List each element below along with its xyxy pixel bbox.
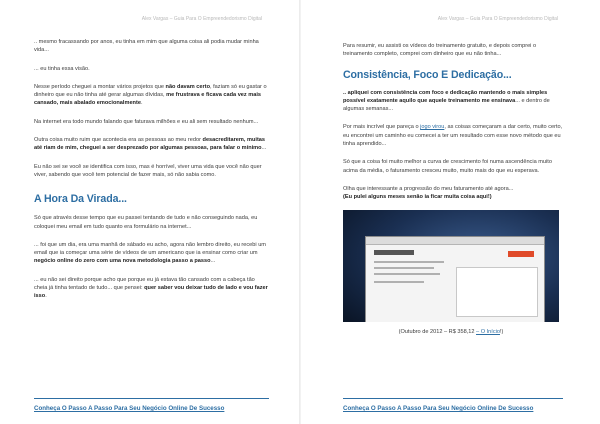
text: ... [261,145,267,152]
text: Olha que interessante a progressão do meu faturamento até agora... [343,185,514,192]
footer-link[interactable]: Conheça O Passo A Passo Para Seu Negócio Online De Sucesso [343,405,534,412]
paragraph: ... eu tinha essa visão. [34,65,90,72]
text: . [140,100,143,107]
paragraph [34,83,269,108]
window-text-line [374,273,440,275]
paragraph [343,123,563,148]
right-page [300,0,600,424]
text: ... e dentro de algumas semanas... [343,97,550,113]
paragraph: Eu não sei se você se identifica com isso, mas é horrível, viver uma vida que você não quer viver, sabendo que você tem potencial de fazer mais, só não sabia como. [34,163,262,178]
paragraph [34,241,269,266]
inline-link[interactable]: jogo virou [420,124,445,131]
text: , faziam só eu gastar o dinheiro que eu não tinha até gerar algumas dívidas, [34,83,267,99]
text: ... foi que um dia, era uma manhã de sábado eu acho, agora não lembro direito, eu recebi um email que ia começar uma série de vídeos de um americano que ia ensinar como criar um [34,241,266,257]
section-heading: Consistência, Foco E Dedicação... [343,68,512,81]
page-header: Alex Vargas – Guia Para O Empreendedorismo Digital [141,16,262,22]
text: !) [499,328,504,335]
window-text-line [374,267,434,269]
image-caption [343,328,559,336]
paragraph [34,276,269,301]
text: ... [210,258,216,265]
text: (Outubro de 2012 – R$ 358,12 [398,328,477,335]
bold-text: quer saber vou deixar tudo de lado e vou fazer isso [34,285,268,300]
page-footer[interactable] [34,398,269,412]
bold-text: (Eu pulei alguns meses senão ia ficar muita coisa aqui!) [343,194,492,201]
bold-text: me frustrava e ficava cada vez mais cansado, mais abalado emocionalmente [34,92,262,107]
paragraph [343,185,563,202]
window-panel [456,267,538,317]
window-button [508,251,534,257]
paragraph: .. mesmo fracassando por anos, eu tinha em mim que alguma coisa ali podia mudar minha vida... [34,39,259,54]
paragraph: Na internet era todo mundo falando que faturava milhões e eu ali sem resultado nenhum... [34,118,259,125]
window-text-line [374,281,424,283]
text: Por mais incrível que pareça o [343,124,421,131]
page-footer[interactable] [343,398,563,412]
text: Nesse período cheguei a montar vários projetos que [34,83,166,90]
bold-text: .. apliquei com consistência com foco e dedicação mantendo o mais simples possível exatamente aquilo que aquele treinamento me ensinava [343,89,548,104]
window-text-line [374,261,444,263]
paragraph: Só que a coisa foi muito melhor a curva de crescimento foi numa ascendência muito acima da média, o faturamento cresceu muito, muito mais do que eu esperava. [343,159,552,174]
paragraph: Para resumir, eu assisti os vídeos do treinamento gratuito, e depois comprei o treinamento completo, comprei com dinheiro que eu não tinha... [343,43,537,58]
left-page-body [0,38,300,311]
text: . [45,293,47,300]
paragraph [343,89,563,114]
revenue-screenshot-image [343,210,559,322]
page-header: Alex Vargas – Guia Para O Empreendedorismo Digital [437,16,558,22]
right-page-body [300,42,600,336]
bold-text: não davam certo [165,83,210,90]
window-logo [374,250,414,255]
text: , as coisas começaram a dar certo, muito certo, eu encontrei um caminho eu comecei a ter um resultado com esse novo método que eu tinha aprendido... [343,124,563,148]
screenshot-window [365,236,545,322]
section-heading: A Hora Da Virada... [34,193,127,206]
window-titlebar [366,237,544,245]
inline-link[interactable]: – O Início [476,328,500,335]
paragraph [34,136,269,153]
text: ... eu não sei direito porque acho que porque eu já estava tão cansado com a cabeça tão cheia já tinha tentado de tudo... que pensei: [34,276,255,292]
bold-text: negócio online do zero com uma nova metodologia passo a passo [34,258,211,265]
text: Outra coisa muito ruim que acontecia era as pessoas ao meu redor [34,137,203,144]
bold-text: desacreditarem, muitas até riam de mim, cheguei a ser desprezado por algumas pessoas, para falar o mínimo [34,137,266,152]
footer-link[interactable]: Conheça O Passo A Passo Para Seu Negócio Online De Sucesso [34,405,225,412]
paragraph: Só que através desse tempo que eu passei tentando de tudo e não conseguindo nada, eu coloquei meu email em tudo quanto era formulário na internet... [34,215,258,230]
